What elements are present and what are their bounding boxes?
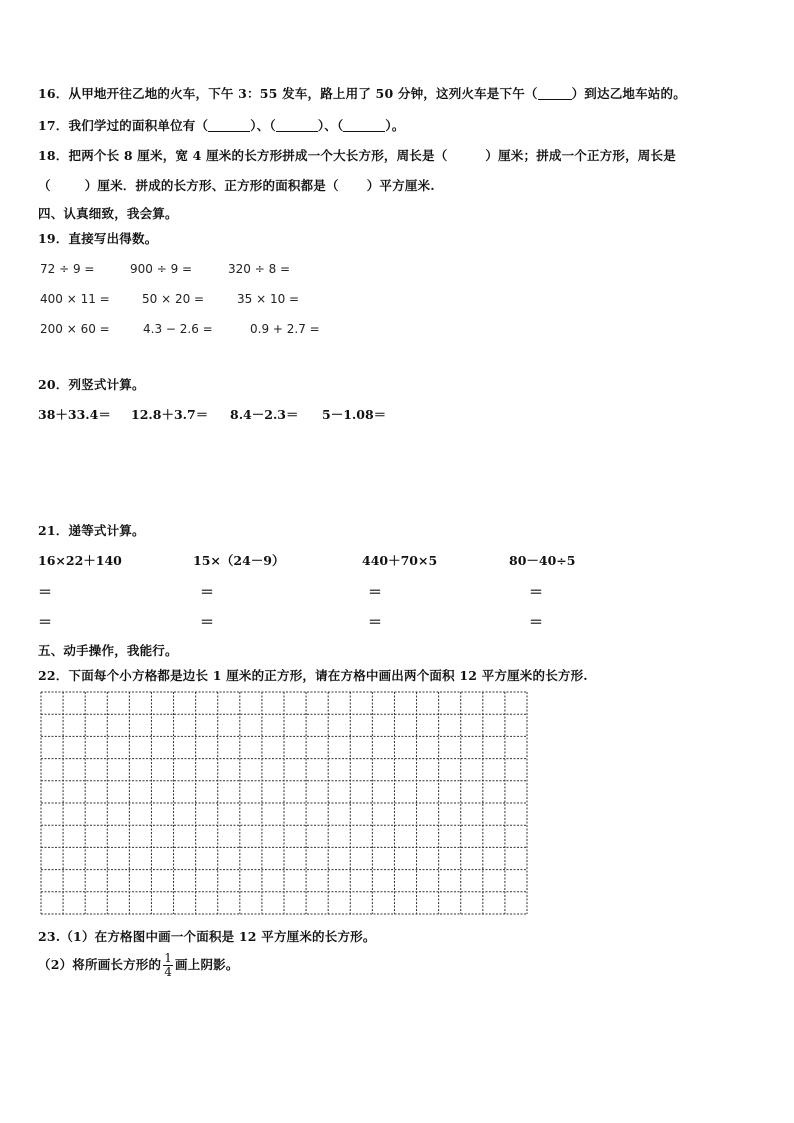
vertical-calc: 5－1.08＝	[322, 407, 387, 422]
oral-calc: 35 × 10 =	[237, 292, 300, 306]
question-23-part-1: 23.（1）在方格图中画一个面积是 12 平方厘米的长方形。	[38, 929, 376, 944]
oral-calc: 400 × 11 =	[40, 292, 110, 306]
question-23-part-2: （2）将所画长方形的 $\frac{1}{4}$ 画上阴影。	[38, 951, 239, 979]
question-17: 17．我们学过的面积单位有（ ）、（ ）、（ ）。	[38, 118, 405, 133]
equals-sign: ＝	[529, 585, 543, 601]
oral-calc: 200 × 60 =	[40, 322, 110, 336]
oral-calc: 900 ÷ 9 =	[130, 262, 193, 276]
oral-calc: 4.3 − 2.6 =	[143, 322, 213, 336]
oral-calc: 72 ÷ 9 =	[40, 262, 95, 276]
section-4-heading: 四、认真细致，我会算。	[38, 206, 178, 221]
step-calc: 16×22＋140	[38, 553, 122, 568]
question-19-title: 19．直接写出得数。	[38, 231, 158, 246]
equals-sign: ＝	[368, 585, 382, 601]
section-5-heading: 五、动手操作，我能行。	[38, 643, 178, 658]
equals-sign: ＝	[38, 585, 52, 601]
fraction: $\frac{1}{4}$	[164, 951, 173, 979]
equals-sign: ＝	[529, 615, 543, 631]
vertical-calc: 12.8＋3.7＝	[131, 407, 209, 422]
equals-sign: ＝	[368, 615, 382, 631]
question-18-line-1: 18．把两个长 8 厘米，宽 4 厘米的长方形拼成一个大长方形，周长是（ ）厘米；拼成一个正方形，周长是	[38, 148, 676, 163]
answer-blank[interactable]	[343, 130, 385, 132]
equals-sign: ＝	[200, 615, 214, 631]
oral-calc: 320 ÷ 8 =	[228, 262, 291, 276]
square-grid[interactable]	[40, 691, 528, 915]
answer-blank[interactable]	[276, 130, 318, 132]
step-calc: 80－40÷5	[509, 553, 576, 568]
equals-sign: ＝	[200, 585, 214, 601]
question-22-title: 22．下面每个小方格都是边长 1 厘米的正方形，请在方格中画出两个面积 12 平方厘米的长方形.	[38, 668, 588, 683]
grid-lines	[41, 692, 527, 914]
question-21-title: 21．递等式计算。	[38, 523, 145, 538]
vertical-calc: 38＋33.4＝	[38, 407, 111, 422]
question-18-line-2: （ ）厘米．拼成的长方形、正方形的面积都是（ ）平方厘米.	[38, 178, 435, 193]
answer-blank[interactable]	[208, 130, 250, 132]
oral-calc: 50 × 20 =	[142, 292, 205, 306]
vertical-calc: 8.4－2.3＝	[230, 407, 299, 422]
equals-sign: ＝	[38, 615, 52, 631]
step-calc: 440＋70×5	[362, 553, 438, 568]
step-calc: 15×（24－9）	[193, 553, 285, 568]
question-20-title: 20．列竖式计算。	[38, 377, 145, 392]
oral-calc: 0.9 + 2.7 =	[250, 322, 320, 336]
answer-blank[interactable]	[538, 98, 572, 100]
question-16: 16．从甲地开往乙地的火车，下午 3：55 发车，路上用了 50 分钟，这列火车是下午（ ）到达乙地车站的。	[38, 86, 686, 101]
